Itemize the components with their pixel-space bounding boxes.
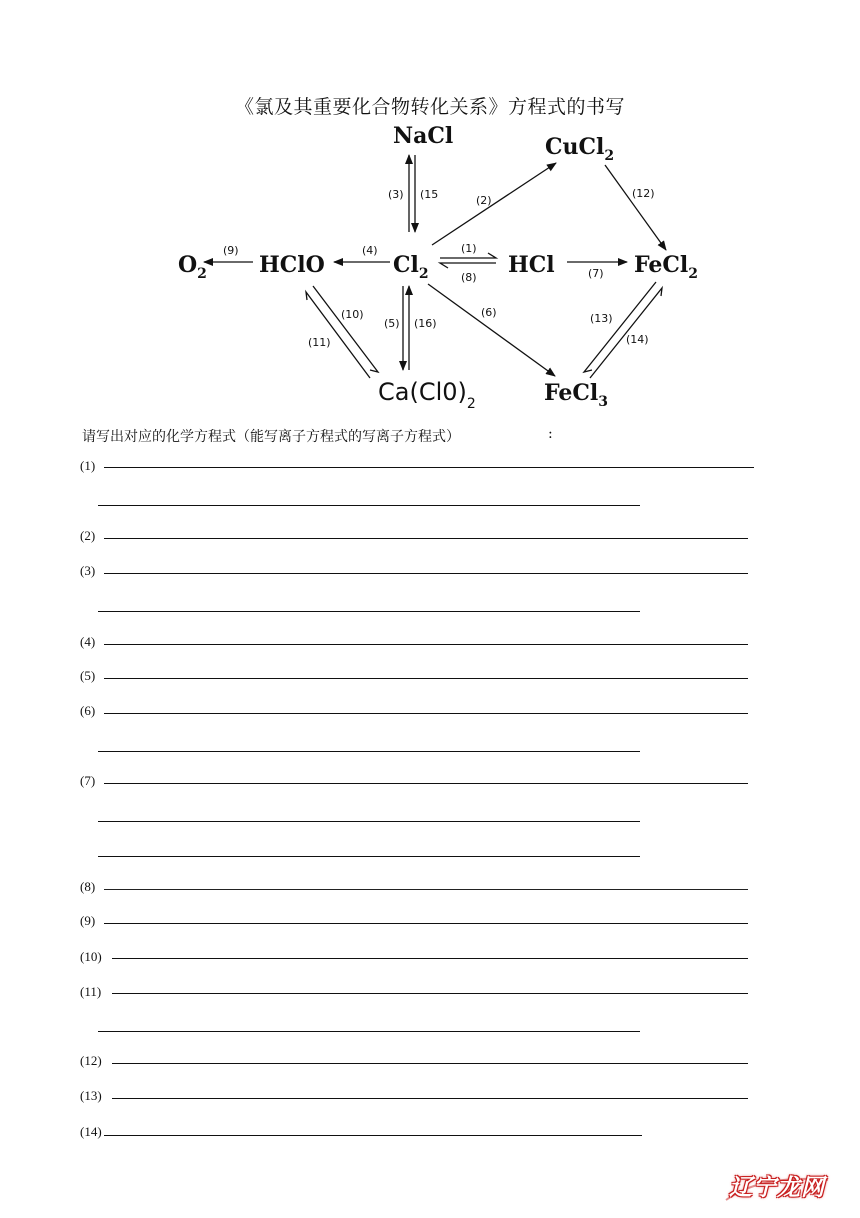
answer-line-7-continued-2[interactable] [98,856,640,857]
label-11: (11) [308,336,331,349]
answer-line-4[interactable] [104,644,748,645]
node-hclo: HClO [259,252,325,278]
answer-line-11-continued[interactable] [98,1031,640,1032]
answer-line-1-continued[interactable] [98,505,640,506]
label-14: (14) [626,333,649,346]
answer-line-3[interactable] [104,573,748,574]
node-nacl: NaCl [393,123,454,149]
node-hcl: HCl [508,252,555,278]
page-title: 《氯及其重要化合物转化关系》方程式的书写 [234,96,625,118]
label-15: (15 [420,188,439,201]
answer-line-6-continued[interactable] [98,751,640,752]
label-10: (10) [341,308,364,321]
answer-line-14[interactable] [104,1135,642,1136]
answer-label-4: (4) [80,634,96,649]
answer-label-10: (10) [80,949,102,964]
node-fecl2: FeCl$_2$ [634,252,699,282]
node-cl2: $Cl_2$ [393,252,429,282]
answer-label-8: (8) [80,879,96,894]
answer-line-5[interactable] [104,678,748,679]
answer-label-14: (14) [80,1124,102,1139]
label-12: (12) [632,187,655,200]
arrow-13 [584,282,656,372]
answer-label-12: (12) [80,1053,102,1068]
answer-label-3: (3) [80,563,96,578]
label-9: (9) [223,244,239,257]
label-2: (2) [476,194,492,207]
watermark-text: 辽宁龙网 [729,1175,825,1201]
arrow-10 [313,286,378,372]
answer-line-7-continued-1[interactable] [98,821,640,822]
node-o2: $O_2$ [178,252,207,282]
label-5: (5) [384,317,400,330]
answer-line-9[interactable] [104,923,748,924]
answer-line-13[interactable] [112,1098,748,1099]
answer-label-5: (5) [80,668,96,683]
label-16: (16) [414,317,437,330]
answer-label-7: (7) [80,773,96,788]
site-watermark [722,1170,832,1206]
label-13: (13) [590,312,613,325]
instruction-text: 请写出对应的化学方程式（能写离子方程式的写离子方程式） [82,429,460,445]
arrow-2 [432,163,556,245]
answer-line-8[interactable] [104,889,748,890]
instruction-colon: : [548,426,553,442]
arrow-6 [428,284,555,376]
answer-line-12[interactable] [112,1063,748,1064]
answer-line-1[interactable] [104,467,754,468]
answer-label-9: (9) [80,913,96,928]
label-8: (8) [461,271,477,284]
answer-line-3-continued[interactable] [98,611,640,612]
node-caclo2: $Ca(Cl0)_2$ [378,378,476,412]
answer-line-6[interactable] [104,713,748,714]
answer-label-2: (2) [80,528,96,543]
node-cucl2: CuCl$_2$ [545,134,615,164]
label-3: (3) [388,188,404,201]
answer-line-10[interactable] [112,958,748,959]
chlorine-conversion-diagram [0,0,860,420]
label-7: (7) [588,267,604,280]
arrow-8 [440,263,496,268]
label-4: (4) [362,244,378,257]
answer-line-11[interactable] [112,993,748,994]
answer-line-2[interactable] [104,538,748,539]
answer-label-13: (13) [80,1088,102,1103]
answer-label-1: (1) [80,458,96,473]
answer-line-7[interactable] [104,783,748,784]
arrow-12 [605,165,666,250]
label-6: (6) [481,306,497,319]
arrow-11 [306,292,370,378]
label-1: (1) [461,242,477,255]
answer-label-6: (6) [80,703,96,718]
answer-label-11: (11) [80,984,102,999]
node-fecl3: FeCl$_3$ [544,380,609,410]
